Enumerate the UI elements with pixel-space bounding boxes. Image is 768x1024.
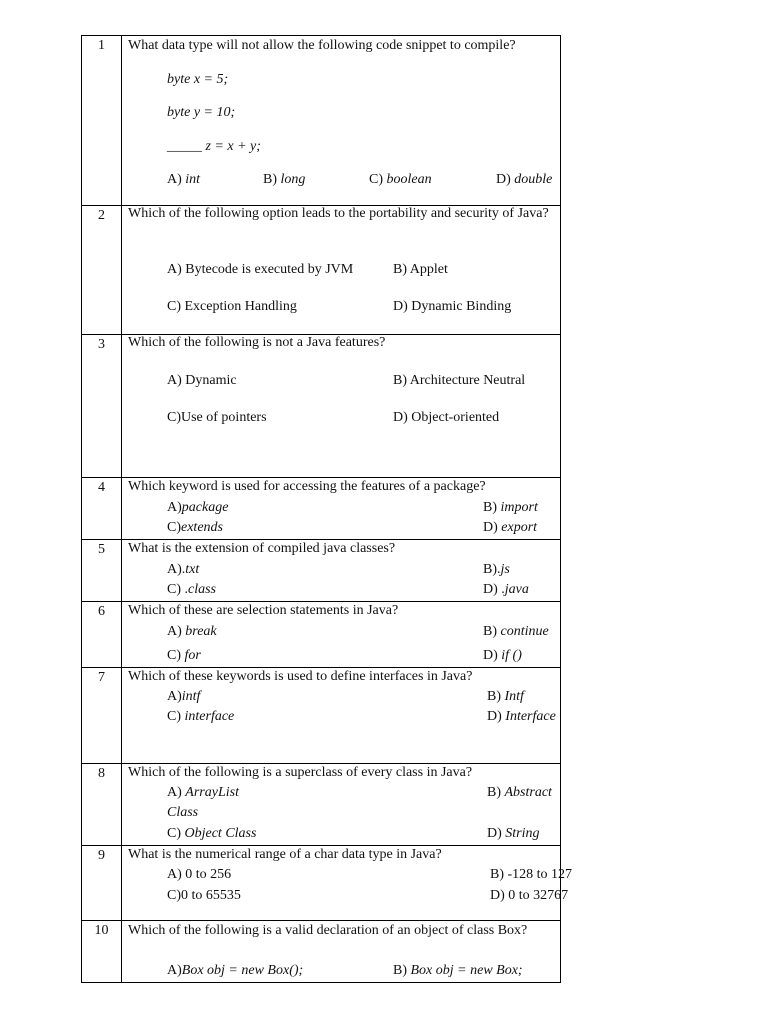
option-d: D) double <box>496 172 553 187</box>
option-c: C) .class <box>167 582 216 597</box>
question-cell <box>122 478 561 540</box>
question-number: 4 <box>82 478 122 540</box>
option-b: B).js <box>483 562 510 577</box>
question-row-10 <box>82 921 561 983</box>
option-a: A)package <box>167 500 229 515</box>
question-row-2 <box>82 206 561 335</box>
option-a: A) Bytecode is executed by JVM <box>167 262 354 277</box>
option-d: D) Dynamic Binding <box>393 299 512 314</box>
option-a-continued: Class <box>167 805 199 820</box>
question-text: Which of the following is a valid declaration of an object of class Box? <box>128 923 528 938</box>
question-cell <box>122 206 561 335</box>
option-b: B) Intf <box>487 689 524 704</box>
question-table <box>81 35 573 983</box>
option-b: B) continue <box>483 624 549 639</box>
option-c: C)0 to 65535 <box>167 888 241 903</box>
option-d: D) String <box>487 826 540 841</box>
question-number: 3 <box>82 335 122 478</box>
question-row-3 <box>82 335 561 478</box>
option-c: C) Exception Handling <box>167 299 297 314</box>
question-row-8 <box>82 764 561 846</box>
option-d: D) 0 to 32767 <box>490 888 569 903</box>
question-cell <box>122 36 561 206</box>
option-b: B) Box obj = new Box; <box>393 963 523 978</box>
question-text: Which of the following option leads to the portability and security of Java? <box>128 206 549 221</box>
option-a: A)Box obj = new Box(); <box>167 963 304 978</box>
question-cell <box>122 668 561 764</box>
question-number: 6 <box>82 602 122 668</box>
question-row-7 <box>82 668 561 764</box>
question-number: 5 <box>82 540 122 602</box>
question-text: What is the extension of compiled java classes? <box>128 541 396 556</box>
question-number: 1 <box>82 36 122 206</box>
option-a: A) Dynamic <box>167 373 237 388</box>
question-number: 8 <box>82 764 122 846</box>
option-d: D) export <box>483 520 538 535</box>
question-number: 7 <box>82 668 122 764</box>
question-text: What data type will not allow the following code snippet to compile? <box>128 38 516 53</box>
question-cell <box>122 764 561 846</box>
option-c: C)extends <box>167 520 223 535</box>
question-number: 9 <box>82 846 122 921</box>
option-b: B) Architecture Neutral <box>393 373 526 388</box>
question-text: Which keyword is used for accessing the features of a package? <box>128 479 486 494</box>
option-a: A) break <box>167 624 217 639</box>
question-number: 10 <box>82 921 122 983</box>
option-a: A)intf <box>167 689 201 704</box>
option-d: D) Interface <box>487 709 556 724</box>
option-c: C)Use of pointers <box>167 410 267 425</box>
option-b: B) import <box>483 500 538 515</box>
option-a: A) int <box>167 172 201 187</box>
option-c: C) for <box>167 648 201 663</box>
question-row-5 <box>82 540 561 602</box>
option-b: B) Applet <box>393 262 448 277</box>
question-text: Which of these keywords is used to define interfaces in Java? <box>128 669 473 684</box>
option-c: C) Object Class <box>167 826 257 841</box>
question-row-6 <box>82 602 561 668</box>
code-line: _____ z = x + y; <box>167 139 261 154</box>
question-cell <box>122 846 573 921</box>
code-line: byte y = 10; <box>167 105 236 120</box>
question-cell <box>122 921 561 983</box>
option-a: A) 0 to 256 <box>167 867 232 882</box>
option-d: D) .java <box>483 582 529 597</box>
option-a: A) ArrayList <box>167 785 239 800</box>
question-text: Which of the following is a superclass of every class in Java? <box>128 765 473 780</box>
question-text: Which of these are selection statements in Java? <box>128 603 399 618</box>
option-a: A).txt <box>167 562 200 577</box>
option-c: C) boolean <box>369 172 432 187</box>
code-line: byte x = 5; <box>167 72 229 87</box>
option-d: D) Object-oriented <box>393 410 500 425</box>
question-text: What is the numerical range of a char data type in Java? <box>128 847 442 862</box>
option-b: B) long <box>263 172 306 187</box>
question-cell <box>122 602 561 668</box>
option-b: B) -128 to 127 <box>490 867 573 882</box>
question-row-1 <box>82 36 561 206</box>
question-text: Which of the following is not a Java features? <box>128 335 386 350</box>
question-number: 2 <box>82 206 122 335</box>
question-row-9 <box>82 846 561 921</box>
question-cell <box>122 540 561 602</box>
question-row-4 <box>82 478 561 540</box>
option-d: D) if () <box>483 648 522 663</box>
question-cell <box>122 335 561 478</box>
option-b: B) Abstract <box>487 785 552 800</box>
option-c: C) interface <box>167 709 235 724</box>
